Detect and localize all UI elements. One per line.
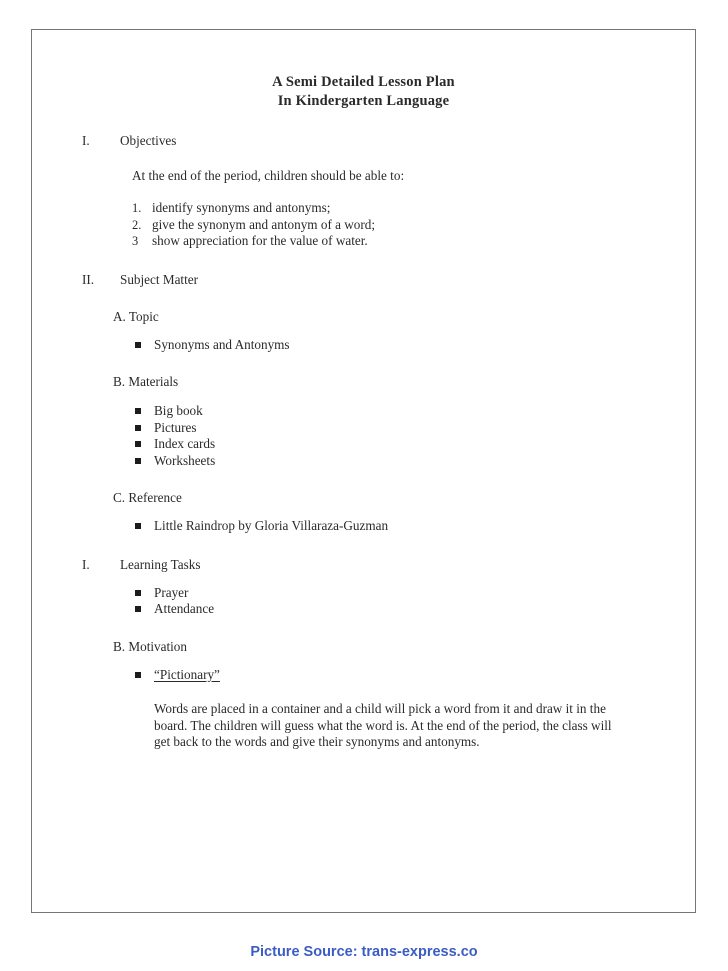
subsection-topic-label: A. Topic <box>113 308 159 324</box>
subsection-reference-label: C. Reference <box>113 490 182 505</box>
list-item <box>135 667 667 684</box>
objectives-lead-text: At the end of the period, children should be able to: <box>132 168 405 183</box>
document-page <box>31 29 696 913</box>
subsection-motivation-label: B. Motivation <box>113 638 187 654</box>
routine-item-text: Prayer <box>154 584 189 600</box>
reference-item-text: Little Raindrop by Gloria Villaraza-Guzman <box>154 518 389 533</box>
learning-tasks-label: Learning Tasks <box>120 556 201 572</box>
section-learning-tasks-heading <box>82 557 667 573</box>
title-line-2: In Kindergarten Language <box>277 93 450 109</box>
subject-matter-label: Subject Matter <box>120 271 199 287</box>
topic-item-text: Synonyms and Antonyms <box>154 336 290 352</box>
picture-source-caption: Picture Source: trans-express.co <box>250 944 478 960</box>
objectives-list <box>132 200 667 250</box>
motivation-paragraph: Words are placed in a container and a child will pick a word from it and draw it in the board. The children will guess what the word is. At the end of the period, the class will get back to the words and give their synonyms and antonyms. <box>154 701 612 749</box>
list-item <box>135 403 667 420</box>
page-title <box>32 30 695 111</box>
objectives-numeral: I. <box>82 133 90 148</box>
topic-list <box>135 337 667 354</box>
routine-list <box>135 585 667 618</box>
material-item-text: Worksheets <box>154 452 216 468</box>
list-item <box>135 337 667 354</box>
document-body <box>32 133 695 751</box>
list-item <box>135 436 667 453</box>
objective-marker-1: 1. <box>132 201 142 215</box>
list-item <box>135 420 667 437</box>
material-item-text: Big book <box>154 403 203 418</box>
list-item <box>135 453 667 470</box>
list-item <box>132 200 667 217</box>
list-item <box>135 601 667 618</box>
list-item <box>132 233 667 250</box>
learning-tasks-numeral: I. <box>82 556 90 572</box>
objective-marker-3: 3 <box>132 234 139 248</box>
materials-list <box>135 403 667 469</box>
section-objectives-heading <box>82 133 667 149</box>
objective-text-1: identify synonyms and antonyms; <box>152 200 331 215</box>
subject-matter-numeral: II. <box>82 271 95 287</box>
objective-text-2: give the synonym and antonym of a word; <box>152 216 376 232</box>
subsection-materials-label: B. Materials <box>113 374 179 389</box>
motivation-item-text: “Pictionary” <box>154 666 220 682</box>
list-item <box>135 585 667 602</box>
objective-text-3: show appreciation for the value of water. <box>152 233 368 248</box>
routine-item-text: Attendance <box>154 601 215 616</box>
section-subject-matter-heading <box>82 272 667 288</box>
list-item <box>132 217 667 234</box>
document-content <box>32 30 695 912</box>
reference-list <box>135 518 667 535</box>
material-item-text: Pictures <box>154 419 197 435</box>
material-item-text: Index cards <box>154 436 216 451</box>
list-item <box>135 518 667 535</box>
objectives-label: Objectives <box>120 133 177 148</box>
objective-marker-2: 2. <box>132 217 142 232</box>
title-line-1: A Semi Detailed Lesson Plan <box>272 74 455 90</box>
motivation-list <box>135 667 667 684</box>
